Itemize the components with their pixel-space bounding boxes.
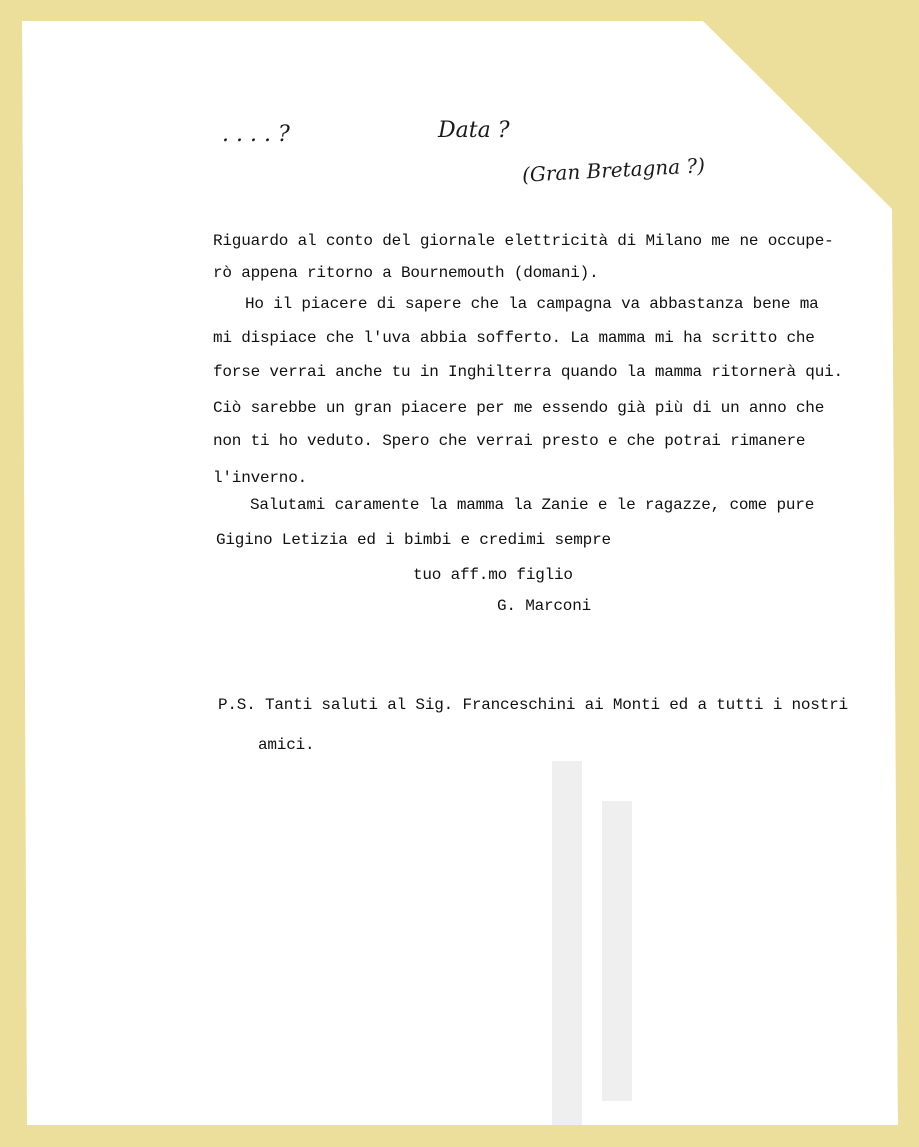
letter-line-5: forse verrai anche tu in Inghilterra quando la mamma ritornerà qui. bbox=[213, 363, 843, 381]
postscript-line-2: amici. bbox=[258, 736, 315, 754]
letter-signature: G. Marconi bbox=[497, 597, 592, 615]
annotation-date: Data ? bbox=[438, 118, 510, 143]
letter-line-1: Riguardo al conto del giornale elettricità di Milano me ne occupe- bbox=[213, 232, 834, 250]
letter-line-8: l'inverno. bbox=[213, 469, 308, 487]
watermark-icon bbox=[542, 761, 662, 1141]
letter-line-3: Ho il piacere di sapere che la campagna va abbastanza bene ma bbox=[245, 295, 819, 313]
letter-line-7: non ti ho veduto. Spero che verrai presto e che potrai rimanere bbox=[213, 432, 806, 450]
annotation-dots: . . . . ? bbox=[222, 122, 290, 147]
letter-line-6: Ciò sarebbe un gran piacere per me essendo già più di un anno che bbox=[213, 399, 825, 417]
letter-line-10: Gigino Letizia ed i bimbi e credimi sempre bbox=[216, 531, 611, 549]
letter-line-4: mi dispiace che l'uva abbia sofferto. La mamma mi ha scritto che bbox=[213, 329, 815, 347]
postscript-line-1: P.S. Tanti saluti al Sig. Franceschini ai Monti ed a tutti i nostri bbox=[218, 696, 848, 714]
annotation-location: (Gran Bretagna ?) bbox=[521, 153, 706, 187]
letter-line-2: rò appena ritorno a Bournemouth (domani). bbox=[213, 264, 599, 282]
letter-closing: tuo aff.mo figlio bbox=[413, 566, 573, 584]
letter-line-9: Salutami caramente la mamma la Zanie e le ragazze, come pure bbox=[250, 496, 815, 514]
